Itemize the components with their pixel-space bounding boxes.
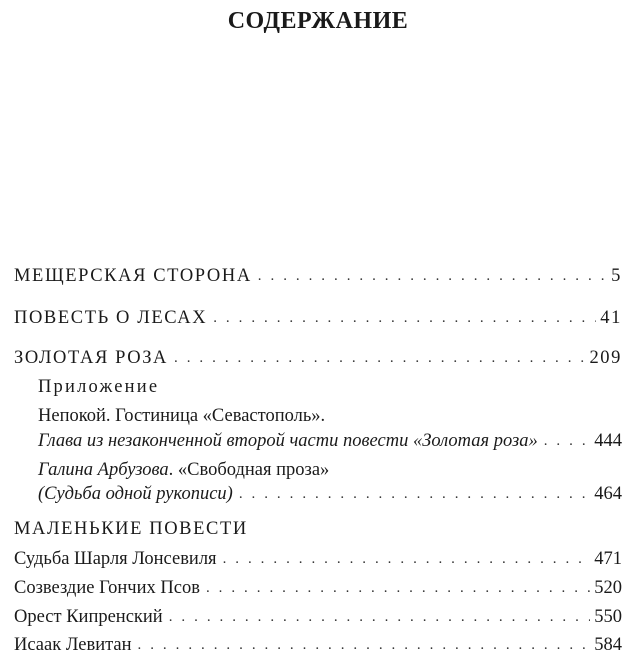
page-title: СОДЕРЖАНИЕ bbox=[227, 8, 409, 34]
dot-leader bbox=[544, 430, 591, 452]
toc-entry-label: Орест Кипренский bbox=[14, 607, 163, 627]
toc-entry-page: 209 bbox=[589, 348, 622, 368]
toc-entry[interactable] bbox=[14, 548, 622, 571]
toc-entry-label: Исаак Левитан bbox=[14, 635, 132, 655]
appendix-item-2-author: Галина Арбузова bbox=[38, 460, 169, 480]
appendix-item-1-entry[interactable] bbox=[38, 430, 622, 453]
appendix-item-2-title bbox=[38, 459, 329, 481]
appendix-item-1-title bbox=[38, 405, 325, 427]
appendix-item-1-line1: Непокой. Гостиница «Севастополь». bbox=[38, 406, 326, 426]
appendix-item-2-subtitle: (Судьба одной рукописи) bbox=[38, 484, 233, 504]
dot-leader bbox=[138, 634, 591, 656]
appendix-item-2-entry[interactable] bbox=[38, 483, 622, 506]
toc-entry-page: 520 bbox=[594, 578, 622, 598]
toc-entry-label: Созвездие Гончих Псов bbox=[14, 578, 200, 598]
dot-leader bbox=[174, 347, 585, 369]
toc-entry[interactable] bbox=[14, 347, 622, 370]
toc-entry-page: 464 bbox=[594, 484, 622, 504]
dot-leader bbox=[206, 577, 590, 599]
section-heading bbox=[14, 518, 248, 540]
dot-leader bbox=[223, 548, 591, 570]
dot-leader bbox=[169, 606, 591, 628]
toc-entry-page: 41 bbox=[600, 308, 622, 328]
toc-entry-page: 444 bbox=[594, 431, 622, 451]
toc-entry-label: ЗОЛОТАЯ РОЗА bbox=[14, 348, 169, 368]
section-heading-text: МАЛЕНЬКИЕ ПОВЕСТИ bbox=[14, 519, 248, 539]
toc-entry[interactable] bbox=[14, 307, 622, 330]
toc-entry-label: МЕЩЕРСКАЯ СТОРОНА bbox=[14, 266, 252, 286]
toc-entry-page: 584 bbox=[594, 635, 622, 655]
toc-entry-label: ПОВЕСТЬ О ЛЕСАХ bbox=[14, 308, 208, 328]
toc-entry[interactable] bbox=[14, 606, 622, 629]
appendix-heading bbox=[38, 376, 159, 398]
dot-leader bbox=[239, 483, 590, 505]
toc-entry[interactable] bbox=[14, 634, 622, 657]
appendix-item-1-subtitle: Глава из незаконченной второй части повести «Золотая роза» bbox=[38, 431, 538, 451]
toc-entry-label: Судьба Шарля Лонсевиля bbox=[14, 549, 217, 569]
toc-entry[interactable] bbox=[14, 265, 622, 288]
toc-entry-page: 471 bbox=[594, 549, 622, 569]
dot-leader bbox=[213, 307, 596, 329]
toc-entry-page: 550 bbox=[594, 607, 622, 627]
appendix-heading-text: Приложение bbox=[38, 377, 160, 397]
appendix-item-2-line1: . «Свободная проза» bbox=[168, 460, 330, 480]
toc-entry[interactable] bbox=[14, 577, 622, 600]
toc-entry-page: 5 bbox=[611, 266, 622, 286]
dot-leader bbox=[258, 265, 607, 287]
